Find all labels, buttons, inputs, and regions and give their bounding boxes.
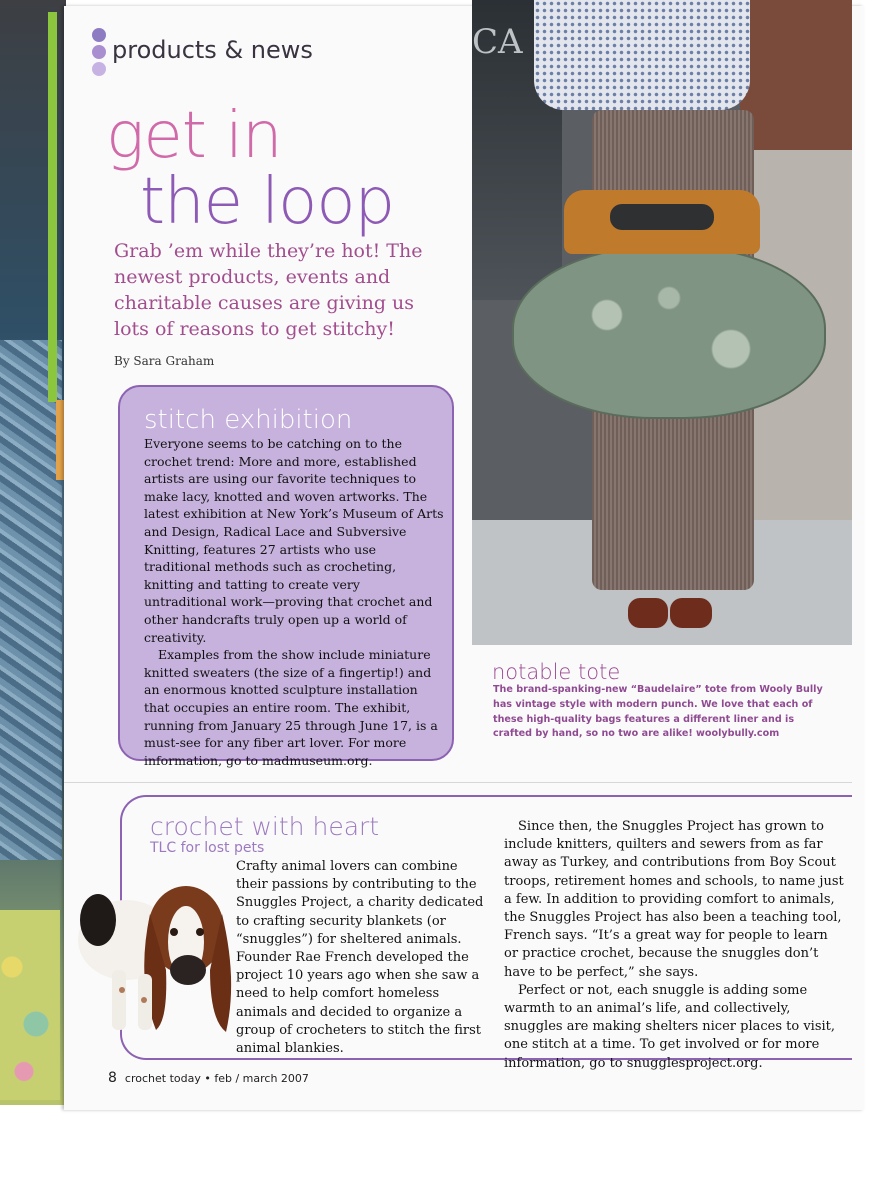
heart-column-2-paragraph-1: Since then, the Snuggles Project has grown to include knitters, quilters and sewers from as far away as Turkey, and contributions from Boy Scout troops, retirement homes and schools, to name just a few. In addition to providing comfort to animals, the Snuggles Project has also been a teaching tool, French says. “It’s a great way for people to learn or practice crochet, because the snuggles don’t have to be perfect,” she says. (504, 819, 844, 980)
section-dots (92, 28, 106, 79)
section-dot-2 (92, 45, 106, 59)
exhibition-paragraph-2: Examples from the show include miniature knitted sweaters (the size of a fingertip!) and an enormous knotted sculpture installation that occupies an entire room. The exhibit, running from January 25 through June 17, is a must-see for any fiber art lover. For more information, go to madmuseum.org. (144, 647, 438, 768)
tote-caption (493, 683, 833, 742)
page-footer (108, 1070, 309, 1086)
stitch-exhibition-box (118, 385, 454, 768)
exhibition-paragraph-1: Everyone seems to be catching on to the crochet trend: More and more, established artists are using our favorite techniques to make lacy, knotted and woven artworks. The latest exhibition at New York’s Museum of Arts and Design, Radical Lace and Subversive Knitting, features 27 artists who use traditional methods such as crocheting, knitting and tatting to create very untraditional work—proving that crochet and other handcrafts truly open up a world of creativity. (144, 436, 444, 645)
heart-subtitle: TLC for lost pets (150, 840, 265, 856)
heart-column-2 (504, 818, 844, 1073)
section-dot-1 (92, 28, 106, 42)
section-divider (64, 782, 852, 783)
page-number: 8 (108, 1070, 117, 1086)
green-page-strip (48, 12, 57, 402)
knit-texture-image (0, 340, 62, 860)
left-shoe (628, 598, 668, 628)
section-label: products & news (112, 36, 313, 64)
heart-column-2-paragraph-2: Perfect or not, each snuggle is adding some warmth to an animal’s life, and collectively, snuggles are making shelters nicer places to visit, one stitch at a time. To get involved or for more information, go to snugglesproject.org. (504, 982, 836, 1071)
right-shoe (670, 598, 712, 628)
tote-photo (472, 0, 852, 645)
shop-sign: CA (472, 22, 523, 62)
section-dot-3 (92, 62, 106, 76)
tote-bag (512, 245, 826, 419)
tote-caption-text: The brand-spanking-new “Baudelaire” tote from Wooly Bully has vintage style with modern punch. We love that each of these high-quality bags features a different liner and is crafted by hand, so no two are alike! (493, 684, 823, 740)
heart-column-1: Crafty animal lovers can combine their passions by contributing to the Snuggles Project, a charity dedicated to crafting security blankets (or “snuggles”) for sheltered animals. Founder Rae French developed the project 10 years ago when she saw a need to help comfort homeless animals and decided to organize a group of crocheters to stitch the first animal blankies. (236, 859, 484, 1057)
heart-title: crochet with heart (150, 812, 380, 841)
yarn-texture-image (0, 910, 60, 1100)
deck-text: Grab ’em while they’re hot! The newest products, events and charitable causes are giving us lots of reasons to get stitchy! (114, 240, 423, 340)
exhibition-title: stitch exhibition (144, 405, 353, 435)
tote-title: notable tote (492, 660, 621, 684)
headline-line-2: the loop (140, 165, 395, 239)
byline: By Sara Graham (114, 354, 215, 368)
headline-line-1: get in (106, 99, 282, 173)
polka-dot-blouse (534, 0, 750, 110)
footer-text: crochet today • feb / march 2007 (124, 1072, 309, 1085)
tote-url: woolybully.com (696, 728, 780, 740)
exhibition-body (144, 435, 444, 769)
basset-hound-photo (76, 870, 244, 1048)
bag-handle-opening (610, 204, 714, 230)
